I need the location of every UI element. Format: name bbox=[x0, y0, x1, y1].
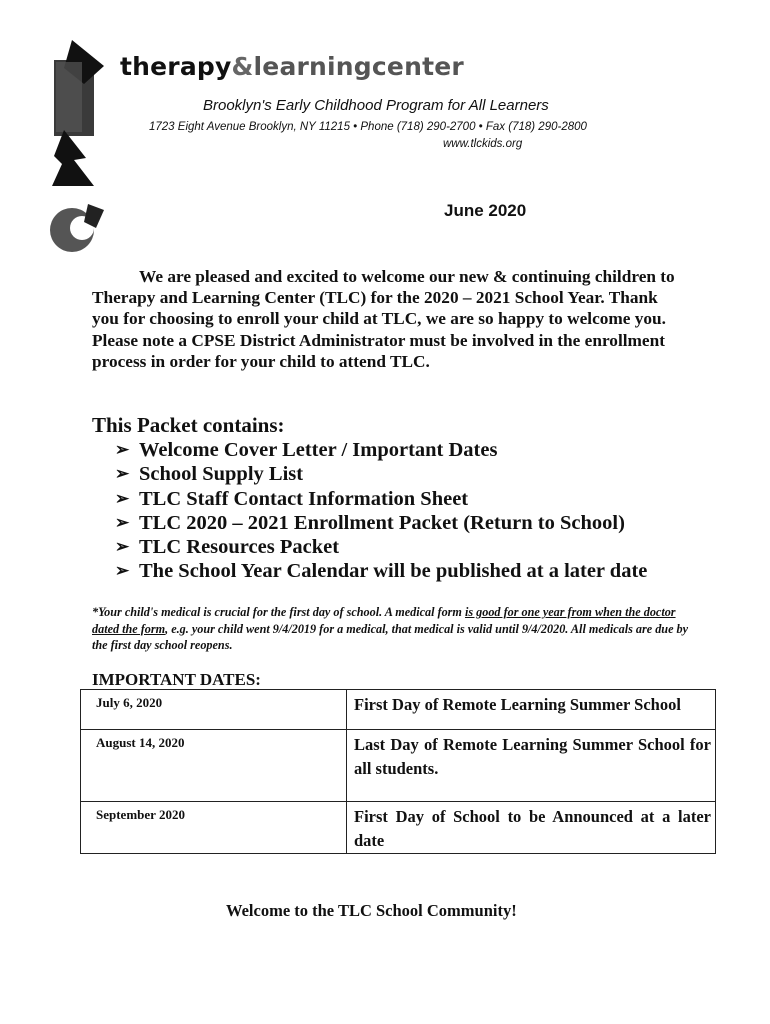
brand-learning: learning bbox=[253, 52, 372, 81]
packet-title: This Packet contains: bbox=[92, 413, 285, 437]
tagline: Brooklyn's Early Childhood Program for All Learners bbox=[203, 97, 549, 114]
event-cell: Last Day of Remote Learning Summer School for all students. bbox=[347, 730, 716, 802]
intro-paragraph: We are pleased and excited to welcome our new & continuing children to Therapy and Learning Center (TLC) for the 2020 – 2021 School Year. Thank you for choosing to enroll your child at TLC, we are so happy to welcome you. Please note a CPSE District Administrator must be involved in the enrollment process in order for your child to attend TLC. bbox=[92, 267, 675, 371]
list-item-text: TLC Resources Packet bbox=[139, 536, 340, 559]
logo-l-shape bbox=[52, 130, 94, 186]
arrow-bullet-icon: ➢ bbox=[115, 537, 130, 557]
list-item bbox=[115, 559, 647, 583]
date-cell: September 2020 bbox=[81, 802, 347, 854]
note-text-2: , e.g. your child went 9/4/2019 for a medical, that medical is valid until 9/4/2020. All medicals are due by the first day school reopens. bbox=[92, 621, 689, 652]
list-item bbox=[115, 535, 647, 559]
packet-list bbox=[115, 438, 647, 584]
note-underlined: is good for one year from when the doctor dated the form bbox=[92, 605, 676, 636]
event-cell: First Day of Remote Learning Summer School bbox=[347, 690, 716, 730]
brand-therapy: therapy bbox=[120, 52, 232, 81]
list-item-text: TLC Staff Contact Information Sheet bbox=[139, 487, 469, 510]
brand-center: center bbox=[371, 52, 464, 81]
brand-ampersand: & bbox=[231, 52, 254, 81]
list-item-text: Welcome Cover Letter / Important Dates bbox=[139, 439, 498, 461]
table-row bbox=[81, 690, 716, 730]
table-row bbox=[81, 802, 716, 854]
list-item-text: TLC 2020 – 2021 Enrollment Packet (Return to School) bbox=[139, 511, 625, 534]
brand-name bbox=[120, 52, 464, 81]
table-row bbox=[81, 730, 716, 802]
note-text-1: *Your child's medical is crucial for the first day of school. A medical form bbox=[92, 605, 465, 619]
list-item bbox=[115, 487, 647, 511]
date-cell: July 6, 2020 bbox=[81, 690, 347, 730]
address-line: 1723 Eight Avenue Brooklyn, NY 11215 • Phone (718) 290-2700 • Fax (718) 290-2800 bbox=[149, 121, 587, 133]
important-dates-table bbox=[80, 689, 716, 854]
list-item bbox=[115, 511, 647, 535]
arrow-bullet-icon: ➢ bbox=[115, 440, 130, 459]
arrow-bullet-icon: ➢ bbox=[115, 561, 130, 581]
closing-line: Welcome to the TLC School Community! bbox=[226, 901, 517, 920]
list-item-text: School Supply List bbox=[139, 463, 304, 486]
logo-t-shape bbox=[54, 40, 104, 136]
tlc-logo bbox=[44, 38, 114, 268]
list-item bbox=[115, 438, 647, 462]
logo-c-shape bbox=[50, 204, 104, 252]
date-cell: August 14, 2020 bbox=[81, 730, 347, 802]
important-dates-title: IMPORTANT DATES: bbox=[92, 670, 261, 689]
website-link[interactable]: www.tlckids.org bbox=[443, 138, 523, 150]
arrow-bullet-icon: ➢ bbox=[115, 488, 130, 508]
arrow-bullet-icon: ➢ bbox=[115, 464, 130, 484]
medical-note bbox=[92, 604, 692, 654]
event-cell: First Day of School to be Announced at a later date bbox=[347, 802, 716, 854]
letter-date: June 2020 bbox=[444, 201, 527, 220]
list-item bbox=[115, 462, 647, 486]
arrow-bullet-icon: ➢ bbox=[115, 512, 130, 532]
list-item-text: The School Year Calendar will be published at a later date bbox=[139, 560, 648, 583]
